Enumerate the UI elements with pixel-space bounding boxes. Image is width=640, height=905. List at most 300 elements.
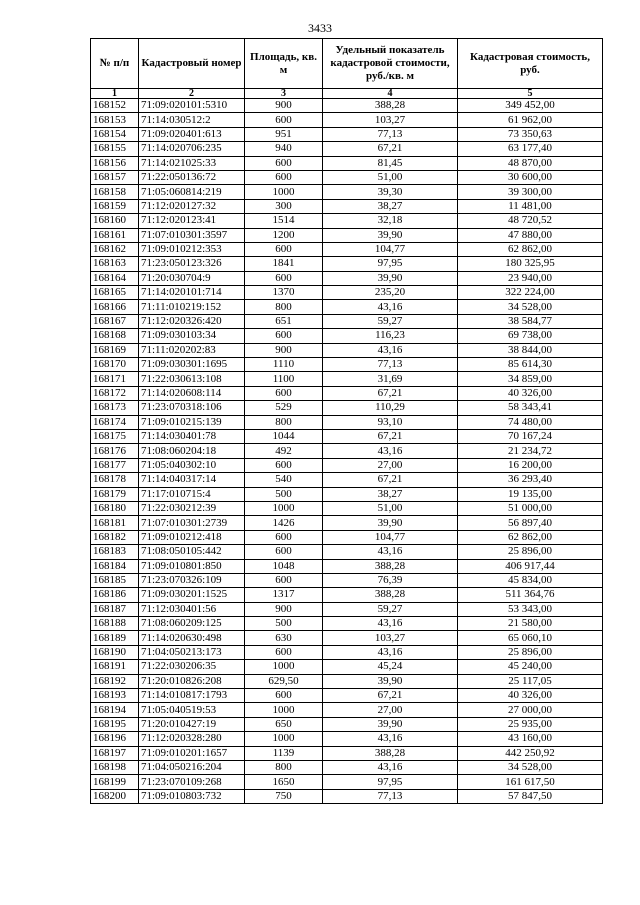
cadastral-number: 71:22:050136:72 bbox=[139, 170, 245, 184]
cadastral-value: 19 135,00 bbox=[458, 487, 603, 501]
cadastral-number: 71:05:040519:53 bbox=[139, 703, 245, 717]
column-header-cadastral-value: Кадастровая стоимость, руб. bbox=[458, 39, 603, 89]
area-value: 1841 bbox=[245, 257, 323, 271]
row-number: 168198 bbox=[91, 760, 139, 774]
page-number: 3433 bbox=[308, 21, 332, 35]
cadastral-value: 349 452,00 bbox=[458, 99, 603, 113]
cadastral-value: 23 940,00 bbox=[458, 271, 603, 285]
cadastral-number: 71:14:020706:235 bbox=[139, 142, 245, 156]
row-number: 168182 bbox=[91, 530, 139, 544]
cadastral-value: 25 935,00 bbox=[458, 717, 603, 731]
cadastral-number: 71:23:050123:326 bbox=[139, 257, 245, 271]
row-number: 168159 bbox=[91, 199, 139, 213]
cadastral-number: 71:04:050216:204 bbox=[139, 760, 245, 774]
cadastral-number: 71:20:030704:9 bbox=[139, 271, 245, 285]
table-row bbox=[91, 487, 603, 501]
area-value: 540 bbox=[245, 473, 323, 487]
unit-rate-value: 43,16 bbox=[323, 300, 458, 314]
table-row bbox=[91, 789, 603, 803]
table-row bbox=[91, 214, 603, 228]
area-value: 600 bbox=[245, 386, 323, 400]
cadastral-value: 45 240,00 bbox=[458, 660, 603, 674]
cadastral-number: 71:23:070109:268 bbox=[139, 775, 245, 789]
area-value: 600 bbox=[245, 458, 323, 472]
cadastral-value: 30 600,00 bbox=[458, 170, 603, 184]
area-value: 1000 bbox=[245, 660, 323, 674]
cadastral-value: 34 528,00 bbox=[458, 760, 603, 774]
area-value: 650 bbox=[245, 717, 323, 731]
unit-rate-value: 27,00 bbox=[323, 703, 458, 717]
unit-rate-value: 43,16 bbox=[323, 645, 458, 659]
row-number: 168199 bbox=[91, 775, 139, 789]
table-row bbox=[91, 415, 603, 429]
row-number: 168163 bbox=[91, 257, 139, 271]
row-number: 168187 bbox=[91, 602, 139, 616]
row-number: 168189 bbox=[91, 631, 139, 645]
row-number: 168162 bbox=[91, 242, 139, 256]
table-row bbox=[91, 617, 603, 631]
unit-rate-value: 38,27 bbox=[323, 487, 458, 501]
unit-rate-value: 39,30 bbox=[323, 185, 458, 199]
cadastral-number: 71:05:040302:10 bbox=[139, 458, 245, 472]
cadastral-value: 442 250,92 bbox=[458, 746, 603, 760]
area-value: 600 bbox=[245, 170, 323, 184]
cadastral-value: 58 343,41 bbox=[458, 401, 603, 415]
row-number: 168200 bbox=[91, 789, 139, 803]
row-number: 168169 bbox=[91, 343, 139, 357]
cadastral-number: 71:11:010219:152 bbox=[139, 300, 245, 314]
table-row bbox=[91, 429, 603, 443]
unit-rate-value: 67,21 bbox=[323, 142, 458, 156]
unit-rate-value: 45,24 bbox=[323, 660, 458, 674]
cadastral-value: 180 325,95 bbox=[458, 257, 603, 271]
area-value: 630 bbox=[245, 631, 323, 645]
table-row bbox=[91, 113, 603, 127]
table-row bbox=[91, 775, 603, 789]
row-number: 168178 bbox=[91, 473, 139, 487]
table-row bbox=[91, 588, 603, 602]
cadastral-value: 40 326,00 bbox=[458, 689, 603, 703]
table-row bbox=[91, 516, 603, 530]
cadastral-value: 56 897,40 bbox=[458, 516, 603, 530]
row-number: 168194 bbox=[91, 703, 139, 717]
row-number: 168188 bbox=[91, 617, 139, 631]
table-row bbox=[91, 674, 603, 688]
row-number: 168184 bbox=[91, 559, 139, 573]
unit-rate-value: 388,28 bbox=[323, 559, 458, 573]
cadastral-number: 71:09:010212:418 bbox=[139, 530, 245, 544]
unit-rate-value: 43,16 bbox=[323, 444, 458, 458]
cadastral-value: 70 167,24 bbox=[458, 429, 603, 443]
unit-rate-value: 59,27 bbox=[323, 314, 458, 328]
table-row bbox=[91, 732, 603, 746]
unit-rate-value: 32,18 bbox=[323, 214, 458, 228]
column-number: 1 bbox=[91, 89, 139, 99]
cadastral-value: 61 962,00 bbox=[458, 113, 603, 127]
cadastral-number: 71:14:021025:33 bbox=[139, 156, 245, 170]
cadastral-number: 71:12:020123:41 bbox=[139, 214, 245, 228]
table-row bbox=[91, 689, 603, 703]
unit-rate-value: 103,27 bbox=[323, 631, 458, 645]
unit-rate-value: 43,16 bbox=[323, 760, 458, 774]
cadastral-number: 71:09:010212:353 bbox=[139, 242, 245, 256]
unit-rate-value: 67,21 bbox=[323, 689, 458, 703]
cadastral-value: 34 859,00 bbox=[458, 372, 603, 386]
cadastral-value: 25 896,00 bbox=[458, 645, 603, 659]
row-number: 168168 bbox=[91, 329, 139, 343]
table-row bbox=[91, 386, 603, 400]
row-number: 168171 bbox=[91, 372, 139, 386]
table-row bbox=[91, 142, 603, 156]
area-value: 750 bbox=[245, 789, 323, 803]
table-row bbox=[91, 156, 603, 170]
row-number: 168196 bbox=[91, 732, 139, 746]
area-value: 800 bbox=[245, 300, 323, 314]
cadastral-number: 71:09:010803:732 bbox=[139, 789, 245, 803]
unit-rate-value: 39,90 bbox=[323, 516, 458, 530]
cadastral-number: 71:14:030512:2 bbox=[139, 113, 245, 127]
unit-rate-value: 39,90 bbox=[323, 717, 458, 731]
cadastral-value: 40 326,00 bbox=[458, 386, 603, 400]
cadastral-number: 71:14:030401:78 bbox=[139, 429, 245, 443]
row-number: 168164 bbox=[91, 271, 139, 285]
table-row bbox=[91, 444, 603, 458]
cadastral-number: 71:12:030401:56 bbox=[139, 602, 245, 616]
row-number: 168152 bbox=[91, 99, 139, 113]
column-header-cadastral-number: Кадастровый номер bbox=[139, 39, 245, 89]
table-body bbox=[91, 99, 603, 804]
table-row bbox=[91, 358, 603, 372]
cadastral-number: 71:07:010301:2739 bbox=[139, 516, 245, 530]
cadastral-value-table bbox=[90, 38, 603, 804]
area-value: 1514 bbox=[245, 214, 323, 228]
unit-rate-value: 43,16 bbox=[323, 343, 458, 357]
area-value: 900 bbox=[245, 99, 323, 113]
cadastral-value: 161 617,50 bbox=[458, 775, 603, 789]
area-value: 800 bbox=[245, 760, 323, 774]
cadastral-value: 21 234,72 bbox=[458, 444, 603, 458]
cadastral-value: 57 847,50 bbox=[458, 789, 603, 803]
unit-rate-value: 388,28 bbox=[323, 746, 458, 760]
unit-rate-value: 103,27 bbox=[323, 113, 458, 127]
table-row bbox=[91, 660, 603, 674]
cadastral-number: 71:08:060204:18 bbox=[139, 444, 245, 458]
unit-rate-value: 67,21 bbox=[323, 429, 458, 443]
unit-rate-value: 43,16 bbox=[323, 617, 458, 631]
cadastral-number: 71:14:040317:14 bbox=[139, 473, 245, 487]
cadastral-value: 51 000,00 bbox=[458, 501, 603, 515]
cadastral-number: 71:20:010826:208 bbox=[139, 674, 245, 688]
cadastral-number: 71:11:020202:83 bbox=[139, 343, 245, 357]
table-row bbox=[91, 473, 603, 487]
cadastral-number: 71:07:010301:3597 bbox=[139, 228, 245, 242]
cadastral-value: 511 364,76 bbox=[458, 588, 603, 602]
unit-rate-value: 77,13 bbox=[323, 789, 458, 803]
cadastral-value: 406 917,44 bbox=[458, 559, 603, 573]
row-number: 168157 bbox=[91, 170, 139, 184]
area-value: 1200 bbox=[245, 228, 323, 242]
unit-rate-value: 235,20 bbox=[323, 286, 458, 300]
unit-rate-value: 116,23 bbox=[323, 329, 458, 343]
table-row bbox=[91, 760, 603, 774]
area-value: 600 bbox=[245, 530, 323, 544]
cadastral-number: 71:09:030103:34 bbox=[139, 329, 245, 343]
cadastral-number: 71:08:050105:442 bbox=[139, 545, 245, 559]
unit-rate-value: 39,90 bbox=[323, 674, 458, 688]
area-value: 600 bbox=[245, 242, 323, 256]
table-row bbox=[91, 185, 603, 199]
table-row bbox=[91, 199, 603, 213]
row-number: 168174 bbox=[91, 415, 139, 429]
row-number: 168179 bbox=[91, 487, 139, 501]
column-number: 3 bbox=[245, 89, 323, 99]
unit-rate-value: 31,69 bbox=[323, 372, 458, 386]
table-row bbox=[91, 372, 603, 386]
table-row bbox=[91, 501, 603, 515]
cadastral-number: 71:22:030212:39 bbox=[139, 501, 245, 515]
area-value: 1317 bbox=[245, 588, 323, 602]
area-value: 1426 bbox=[245, 516, 323, 530]
table-row bbox=[91, 329, 603, 343]
table-row bbox=[91, 530, 603, 544]
unit-rate-value: 388,28 bbox=[323, 99, 458, 113]
cadastral-number: 71:23:070318:106 bbox=[139, 401, 245, 415]
area-value: 600 bbox=[245, 645, 323, 659]
row-number: 168156 bbox=[91, 156, 139, 170]
cadastral-value: 25 896,00 bbox=[458, 545, 603, 559]
cadastral-value: 65 060,10 bbox=[458, 631, 603, 645]
area-value: 951 bbox=[245, 127, 323, 141]
row-number: 168160 bbox=[91, 214, 139, 228]
cadastral-value: 39 300,00 bbox=[458, 185, 603, 199]
column-header-unit-rate: Удельный показатель кадастровой стоимости, руб./кв. м bbox=[323, 39, 458, 89]
area-value: 651 bbox=[245, 314, 323, 328]
area-value: 1000 bbox=[245, 703, 323, 717]
unit-rate-value: 388,28 bbox=[323, 588, 458, 602]
unit-rate-value: 67,21 bbox=[323, 386, 458, 400]
row-number: 168153 bbox=[91, 113, 139, 127]
cadastral-value: 25 117,05 bbox=[458, 674, 603, 688]
area-value: 600 bbox=[245, 271, 323, 285]
area-value: 300 bbox=[245, 199, 323, 213]
cadastral-value: 63 177,40 bbox=[458, 142, 603, 156]
area-value: 940 bbox=[245, 142, 323, 156]
area-value: 1044 bbox=[245, 429, 323, 443]
unit-rate-value: 77,13 bbox=[323, 358, 458, 372]
cadastral-number: 71:09:010215:139 bbox=[139, 415, 245, 429]
cadastral-number: 71:22:030206:35 bbox=[139, 660, 245, 674]
area-value: 900 bbox=[245, 343, 323, 357]
cadastral-value: 48 720,52 bbox=[458, 214, 603, 228]
cadastral-number: 71:09:020101:5310 bbox=[139, 99, 245, 113]
row-number: 168193 bbox=[91, 689, 139, 703]
table-row bbox=[91, 242, 603, 256]
cadastral-value: 74 480,00 bbox=[458, 415, 603, 429]
cadastral-value: 11 481,00 bbox=[458, 199, 603, 213]
cadastral-number: 71:09:030301:1695 bbox=[139, 358, 245, 372]
row-number: 168166 bbox=[91, 300, 139, 314]
cadastral-number: 71:12:020127:32 bbox=[139, 199, 245, 213]
cadastral-number: 71:17:010715:4 bbox=[139, 487, 245, 501]
table-row bbox=[91, 257, 603, 271]
cadastral-value: 73 350,63 bbox=[458, 127, 603, 141]
row-number: 168183 bbox=[91, 545, 139, 559]
row-number: 168161 bbox=[91, 228, 139, 242]
area-value: 1110 bbox=[245, 358, 323, 372]
table-row bbox=[91, 746, 603, 760]
row-number: 168185 bbox=[91, 573, 139, 587]
cadastral-value: 85 614,30 bbox=[458, 358, 603, 372]
cadastral-number: 71:09:020401:613 bbox=[139, 127, 245, 141]
unit-rate-value: 38,27 bbox=[323, 199, 458, 213]
cadastral-value: 45 834,00 bbox=[458, 573, 603, 587]
area-value: 600 bbox=[245, 113, 323, 127]
unit-rate-value: 43,16 bbox=[323, 545, 458, 559]
row-number: 168173 bbox=[91, 401, 139, 415]
cadastral-number: 71:05:060814:219 bbox=[139, 185, 245, 199]
cadastral-number: 71:14:020608:114 bbox=[139, 386, 245, 400]
row-number: 168154 bbox=[91, 127, 139, 141]
table-row bbox=[91, 717, 603, 731]
unit-rate-value: 39,90 bbox=[323, 228, 458, 242]
row-number: 168197 bbox=[91, 746, 139, 760]
cadastral-value: 62 862,00 bbox=[458, 242, 603, 256]
cadastral-number: 71:09:010201:1657 bbox=[139, 746, 245, 760]
cadastral-value: 43 160,00 bbox=[458, 732, 603, 746]
row-number: 168177 bbox=[91, 458, 139, 472]
cadastral-value: 53 343,00 bbox=[458, 602, 603, 616]
table-row bbox=[91, 300, 603, 314]
unit-rate-value: 27,00 bbox=[323, 458, 458, 472]
unit-rate-value: 59,27 bbox=[323, 602, 458, 616]
area-value: 600 bbox=[245, 156, 323, 170]
cadastral-number: 71:22:030613:108 bbox=[139, 372, 245, 386]
table-row bbox=[91, 602, 603, 616]
cadastral-value: 16 200,00 bbox=[458, 458, 603, 472]
column-header-number: № п/п bbox=[91, 39, 139, 89]
table-header-row bbox=[91, 39, 603, 89]
row-number: 168192 bbox=[91, 674, 139, 688]
area-value: 1650 bbox=[245, 775, 323, 789]
unit-rate-value: 81,45 bbox=[323, 156, 458, 170]
table-row bbox=[91, 458, 603, 472]
cadastral-value: 48 870,00 bbox=[458, 156, 603, 170]
table-row bbox=[91, 286, 603, 300]
area-value: 1139 bbox=[245, 746, 323, 760]
row-number: 168167 bbox=[91, 314, 139, 328]
table-row bbox=[91, 271, 603, 285]
cadastral-value: 36 293,40 bbox=[458, 473, 603, 487]
area-value: 629,50 bbox=[245, 674, 323, 688]
cadastral-number: 71:09:030201:1525 bbox=[139, 588, 245, 602]
area-value: 500 bbox=[245, 617, 323, 631]
area-value: 900 bbox=[245, 602, 323, 616]
area-value: 600 bbox=[245, 329, 323, 343]
table-row bbox=[91, 99, 603, 113]
cadastral-number: 71:14:020101:714 bbox=[139, 286, 245, 300]
cadastral-number: 71:12:020326:420 bbox=[139, 314, 245, 328]
row-number: 168181 bbox=[91, 516, 139, 530]
row-number: 168158 bbox=[91, 185, 139, 199]
table-row bbox=[91, 559, 603, 573]
unit-rate-value: 67,21 bbox=[323, 473, 458, 487]
table-row bbox=[91, 228, 603, 242]
column-number: 4 bbox=[323, 89, 458, 99]
cadastral-value: 38 844,00 bbox=[458, 343, 603, 357]
unit-rate-value: 104,77 bbox=[323, 530, 458, 544]
unit-rate-value: 77,13 bbox=[323, 127, 458, 141]
table-row bbox=[91, 645, 603, 659]
cadastral-value: 47 880,00 bbox=[458, 228, 603, 242]
row-number: 168180 bbox=[91, 501, 139, 515]
area-value: 800 bbox=[245, 415, 323, 429]
unit-rate-value: 93,10 bbox=[323, 415, 458, 429]
table-row bbox=[91, 343, 603, 357]
row-number: 168176 bbox=[91, 444, 139, 458]
cadastral-number: 71:23:070326:109 bbox=[139, 573, 245, 587]
row-number: 168170 bbox=[91, 358, 139, 372]
cadastral-value: 322 224,00 bbox=[458, 286, 603, 300]
row-number: 168186 bbox=[91, 588, 139, 602]
area-value: 1000 bbox=[245, 732, 323, 746]
cadastral-number: 71:14:020630:498 bbox=[139, 631, 245, 645]
unit-rate-value: 76,39 bbox=[323, 573, 458, 587]
table-row bbox=[91, 545, 603, 559]
cadastral-number: 71:09:010801:850 bbox=[139, 559, 245, 573]
unit-rate-value: 104,77 bbox=[323, 242, 458, 256]
unit-rate-value: 97,95 bbox=[323, 775, 458, 789]
column-number-row bbox=[91, 89, 603, 99]
cadastral-value: 27 000,00 bbox=[458, 703, 603, 717]
area-value: 492 bbox=[245, 444, 323, 458]
cadastral-number: 71:04:050213:173 bbox=[139, 645, 245, 659]
table-row bbox=[91, 127, 603, 141]
area-value: 1000 bbox=[245, 501, 323, 515]
row-number: 168195 bbox=[91, 717, 139, 731]
area-value: 1048 bbox=[245, 559, 323, 573]
unit-rate-value: 43,16 bbox=[323, 732, 458, 746]
area-value: 529 bbox=[245, 401, 323, 415]
unit-rate-value: 97,95 bbox=[323, 257, 458, 271]
area-value: 600 bbox=[245, 689, 323, 703]
row-number: 168191 bbox=[91, 660, 139, 674]
row-number: 168155 bbox=[91, 142, 139, 156]
cadastral-value: 69 738,00 bbox=[458, 329, 603, 343]
area-value: 1370 bbox=[245, 286, 323, 300]
table-row bbox=[91, 314, 603, 328]
cadastral-value: 38 584,77 bbox=[458, 314, 603, 328]
unit-rate-value: 39,90 bbox=[323, 271, 458, 285]
unit-rate-value: 51,00 bbox=[323, 501, 458, 515]
table-row bbox=[91, 170, 603, 184]
table-row bbox=[91, 703, 603, 717]
area-value: 600 bbox=[245, 573, 323, 587]
area-value: 500 bbox=[245, 487, 323, 501]
row-number: 168172 bbox=[91, 386, 139, 400]
cadastral-number: 71:12:020328:280 bbox=[139, 732, 245, 746]
cadastral-number: 71:20:010427:19 bbox=[139, 717, 245, 731]
column-number: 5 bbox=[458, 89, 603, 99]
cadastral-number: 71:08:060209:125 bbox=[139, 617, 245, 631]
column-header-area: Площадь, кв. м bbox=[245, 39, 323, 89]
table-row bbox=[91, 401, 603, 415]
cadastral-value: 21 580,00 bbox=[458, 617, 603, 631]
column-number: 2 bbox=[139, 89, 245, 99]
row-number: 168190 bbox=[91, 645, 139, 659]
cadastral-number: 71:14:010817:1793 bbox=[139, 689, 245, 703]
area-value: 600 bbox=[245, 545, 323, 559]
area-value: 1100 bbox=[245, 372, 323, 386]
